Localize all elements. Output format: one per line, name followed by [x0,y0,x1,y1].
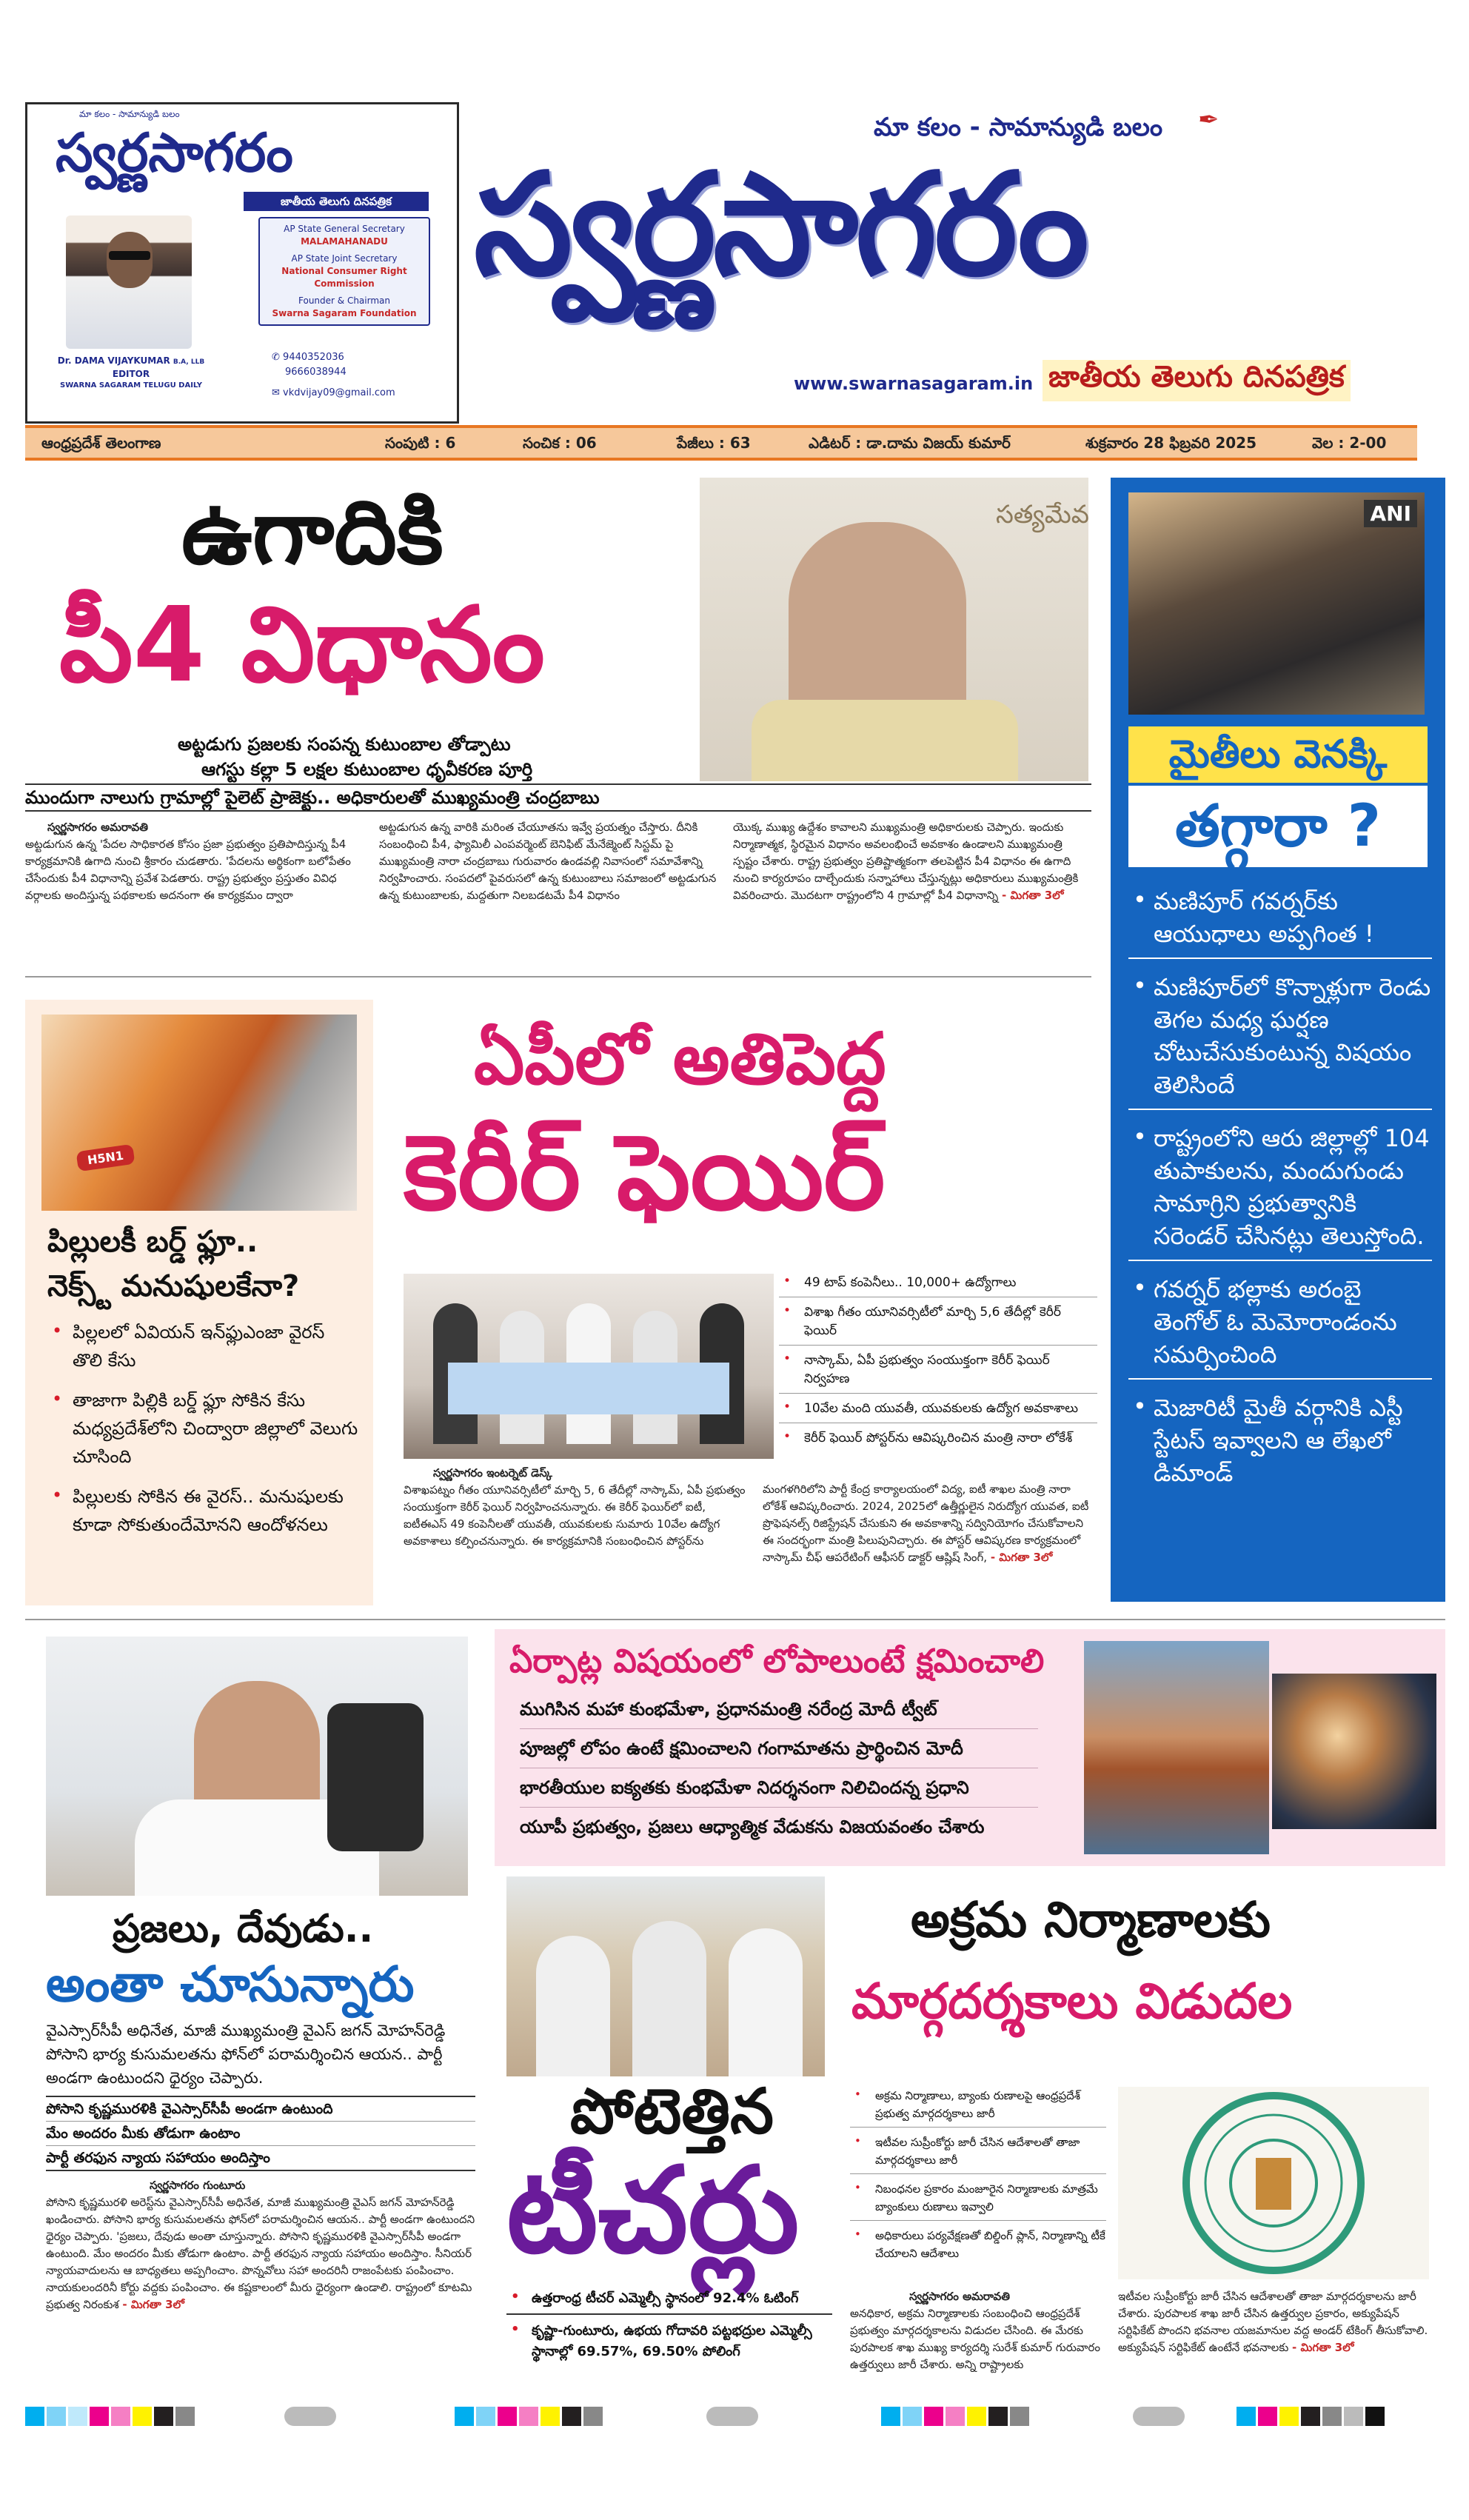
illegal-body: ఇటీవల సుప్రీంకోర్టు జారీ చేసిన ఆదేశాలతో తాజా మార్గదర్శకాలను జారీ చేశారు. పురపాలక శాఖ జారీ చేసిన ఉత్తర్వుల ప్రకారం, అక్యుపేషన్ సర్టిఫికేట్ పొందని భవనాల యజమానుల వద్ద అండర్ టేకింగ్ తీసుకోవాలి. అక్యుపేషన్ సర్టిఫికేట్ ఉంటేనే భవనాలకు [1118,2290,1428,2354]
jagan-intro: వైఎస్సార్‌సీపీ అధినేత, మాజీ ముఖ్యమంత్రి వైఎస్ జగన్ మోహన్‌రెడ్డి పోసాని భార్య కుసుమలతను ఫోన్‌లో పరామర్శించిన ఆయన.. పార్టీ అండగా ఉంటుందని ధైర్యం చెప్పారు. [46,2022,446,2087]
info-states: ఆంధ్రప్రదేశ్ తెలంగాణ [41,434,161,452]
jagan-photo [46,1637,468,1896]
p4-col-3 [733,819,1088,904]
ap-emblem [1118,2087,1429,2279]
info-price: వెల : 2-00 [1312,434,1387,452]
p4-continued-link[interactable]: - మిగతా 3లో [1002,889,1064,902]
p4-subhead: ఆగస్టు కల్లా 5 లక్షల కుటుంబాల ధృవీకరణ పూర్తి [201,759,533,780]
illegal-headline-2: మార్గదర్శకాలు విడుదల [851,1973,1293,2030]
role-line: Founder & Chairman [298,295,390,306]
manipur-headline-1: మైతీలు వెనక్కి [1128,726,1428,783]
jagan-body-col [46,2177,475,2313]
jagan-subs [46,2096,475,2171]
kumbh-line: యూపీ ప్రభుత్వం, ప్రజలు ఆధ్యాత్మిక వేడుకను విజయవంతం చేశారు [520,1817,985,1837]
birdflu-headline-1: పిల్లులకీ బర్డ్ ఫ్లూ.. [47,1225,258,1259]
teachers-bullet: • కృష్ణా-గుంటూరు, ఉభయ గోదావరి పట్టభద్రుల ఎమ్మెల్సీ స్థానాల్లో 69.57%, 69.50% పోలింగ్ [506,2321,832,2362]
jagan-sub: పోసాని కృష్ణమురళికి వైఎస్సార్‌సీపీ అండగా ఉంటుంది [46,2096,475,2122]
career-col-2 [763,1481,1096,1566]
modi-photo [1084,1641,1269,1854]
masthead-website: www.swarnasagaram.in [794,373,1034,394]
career-dateline: స్వర్ణసాగరం ఇంటర్నెట్ డెస్క్ [433,1466,552,1480]
manipur-bullet: • మెజారిటీ మైతీ వర్గానికి ఎస్టీ స్టేటస్ ఇవ్వాలని ఆ లేఖలో డిమాండ్ [1128,1391,1432,1489]
career-continued-link[interactable]: - మిగతా 3లో [990,1551,1053,1564]
cm-photo [700,478,1088,781]
info-issue: సంచిక : 06 [523,434,597,452]
manipur-bullet: • రాష్ట్రంలోని ఆరు జిల్లాల్లో 104 తుపాకులను, మందుగుండు సామాగ్రిని ప్రభుత్వానికి సరెండర్ చేసినట్లు తెలుస్తోంది. [1128,1122,1432,1261]
h5n1-label: H5N1 [76,1144,135,1172]
jagan-sub: మేం అందరం మీకు తోడుగా ఉంటాం [46,2122,475,2146]
illegal-dateline: స్వర్ణసాగరం అమరావతి [909,2290,1010,2303]
birdflu-bullet: • తాజాగా పిల్లికి బర్డ్ ఫ్లూ సోకిన కేసు మధ్యప్రదేశ్‌లోని చింద్వారా జిల్లాలో వెలుగు చూసింది [47,1386,358,1471]
info-pages: పేజీలు : 63 [677,434,751,452]
birdflu-photo [41,1015,357,1211]
manipur-sidebar [1111,478,1445,1602]
p4-subhead-wide: ముందుగా నాలుగు గ్రామాల్లో పైలెట్ ప్రాజెక్టు.. అధికారులతో ముఖ్యమంత్రి చంద్రబాబు [25,783,1091,812]
editor-portrait [66,215,192,349]
birdflu-box [25,1000,373,1605]
left-sub-label: జాతీయ తెలుగు దినపత్రిక [244,192,429,211]
teachers-headline-1: పోటెత్తిన [570,2075,774,2148]
p4-body: అట్టడుగున ఉన్న 'పేదల సాధికారత కోసం ప్రజా ప్రభుత్వం ప్రతిపాదిస్తున్న పీ4 కార్యక్రమానికి ఉగాది నుంచి శ్రీకారం చుడతారు. 'పేదలను అర్థికంగా బలోపేతం చేసేందుకు పీ4 విధానాన్ని ప్రవేశ పెడతారు. రాష్ట్ర ప్రభుత్వం ప్రస్తుతం వివిధ వర్గాలకు అందిస్తున్న పథకాలకు అదనంగా ఈ కార్యక్రమం ద్వారా [25,838,351,902]
editor-role: EDITOR [112,369,150,379]
role-line: MALAMAHANADU [301,236,388,247]
career-headline-1: ఏపీలో అతిపెద్ద [474,1017,886,1100]
kumbh-line: ముగిసిన మహా కుంభమేళా, ప్రధానమంత్రి నరేంద్ర మోదీ ట్వీట్ [520,1690,1038,1729]
left-tagline: మా కలం - సామాన్యుడి బలం [79,109,180,119]
info-editor: ఎడిటర్ : డా.దామ విజయ్ కుమార్ [809,434,1011,452]
jagan-body: పోసాని కృష్ణమురళి అరెస్ట్‌ను వైఎస్సార్‌సీపీ అధినేత, మాజీ ముఖ్యమంత్రి వైఎస్ జగన్ మోహన్‌రెడ్డి ఖండించారు. పోసాని భార్య కుసుమలతను ఫోన్‌లో పరామర్శించిన ఆయన.. పార్టీ అండగా ఉంటుందని ధైర్యం చెప్పారు. 'ప్రజలు, దేవుడు అంతా చూస్తున్నారు. పోసాని కృష్ణమురళికి వైఎస్సార్‌సీపీ అండగా ఉంటుంది. మేం అందరం మీకు తోడుగా ఉంటాం. పార్టీ తరఫున న్యాయ సహాయం అందిస్తాం. సీనియర్ న్యాయవాదులను ఆ బాధ్యతలు అప్పగించాం. పొన్నవోలు సహా అందరినీ రాజంపేటకు పంపించాం. నాయకులందరినీ కోర్టు వద్దకు పంపించాం. ఈ కష్టకాలంలో మీరు ధైర్యంగా ఉండాలి. రాష్ట్రంలో కూటమి ప్రభుత్వ నిరంకుశ [46,2196,475,2311]
career-bullet: • విశాఖ గీతం యూనివర్సిటీలో మార్చి 5,6 తేదీల్లో కెరీర్ ఫెయిర్ [779,1303,1097,1346]
email-icon: ✉ [272,387,280,398]
jagan-sub: పార్టీ తరఫున న్యాయ సహాయం అందిస్తాం [46,2146,475,2171]
p4-subheads [178,732,696,782]
kumbh-line: పూజల్లో లోపం ఉంటే క్షమించాలని గంగామాతను ప్రార్థించిన మోదీ [520,1729,1038,1768]
ani-tag: ANI [1364,500,1417,527]
jagan-continued-link[interactable]: - మిగతా 3లో [122,2298,184,2311]
role-line: National Consumer Right Commission [281,266,407,289]
jagan-dateline: స్వర్ణసాగరం గుంటూరు [150,2179,246,2192]
print-color-bar [881,2407,1031,2429]
print-registration-mark [706,2407,758,2426]
illegal-col-1 [850,2288,1109,2373]
print-color-bar [1237,2407,1387,2429]
career-bullet: • 49 టాప్ కంపెనీలు.. 10,000+ ఉద్యోగాలు [779,1274,1097,1297]
illegal-body: అనధికార, అక్రమ నిర్మాణాలకు సంబంధించి ఆంధ్రప్రదేశ్ ప్రభుత్వం మార్గదర్శకాలను విడుదల చేసింది. ఈ మేరకు పురపాలక శాఖ ముఖ్య కార్యదర్శి సురేశ్ కుమార్ గురువారం ఉత్తర్వులు జారీ చేశారు. అన్ని రాష్ట్రాలకు [850,2307,1101,2371]
illegal-bullets [850,2087,1106,2274]
role-line: Swarna Sagaram Foundation [272,308,417,318]
phone-number: 9440352036 [283,352,344,363]
role-line: AP State General Secretary [284,224,405,234]
manipur-bullet: • మణిపూర్‌లో కొన్నాళ్లుగా రెండు తెగల మధ్య ఘర్షణ చోటుచేసుకుంటున్న విషయం తెలిసిందే [1128,971,1432,1110]
teachers-bullets [506,2288,832,2374]
editor-caption [42,355,220,392]
career-bullet: • కెరీర్ ఫెయిర్ పోస్టర్‌ను ఆవిష్కరించిన మంత్రి నారా లోకేశ్ [779,1429,1097,1448]
editor-roles [258,217,430,326]
editor-email: vkdvijay09@gmail.com [283,387,395,398]
editor-paper-name: SWARNA SAGARAM TELUGU DAILY [60,381,202,390]
manipur-bullets [1128,885,1432,1501]
masthead-tagline: మా కలం - సామాన్యుడి బలం [874,113,1163,142]
illegal-headline-1: అక్రమ నిర్మాణాలకు [911,1891,1271,1948]
teachers-bullet: • ఉత్తరాంధ్ర టీచర్ ఎమ్మెల్సీ స్థానంలో 92.4% ఓటింగ్ [506,2288,832,2315]
illegal-bullet: • అక్రమ నిర్మాణాలు, బ్యాంకు రుణాలపై ఆంధ్రప్రదేశ్ ప్రభుత్వ మార్గదర్శకాలు జారీ [850,2087,1106,2128]
illegal-bullet: • అధికారులు పర్యవేక్షణతో బిల్డింగ్ ప్లాన్, నిర్మాణాన్ని టీకే చేయాలని ఆదేశాలు [850,2227,1106,2262]
masthead-title: స్వర్ణసాగరం [474,141,1086,307]
info-date: శుక్రవారం 28 ఫిబ్రవరి 2025 [1085,434,1257,452]
p4-headline-2: పీ4 విధానం [59,585,545,706]
career-photo [404,1274,774,1459]
info-bar [25,425,1417,461]
career-bullets [779,1274,1097,1460]
role-line: AP State Joint Secretary [291,253,398,264]
career-bullet: • నాస్కామ్, ఏపీ ప్రభుత్వం సంయుక్తంగా కెరీర్ ఫెయిర్ నిర్వహణ [779,1351,1097,1394]
p4-headline-1: ఉగాదికి [181,481,444,584]
birdflu-bullet: • పిల్లలలో ఏవియన్ ఇన్‌ఫ్లుఎంజా వైరస్ తొలి కేసు [47,1318,358,1374]
p4-body: యొక్క ముఖ్య ఉద్దేశం కావాలని ముఖ్యమంత్రి అధికారులకు చెప్పారు. ఇందుకు నిర్మాణాత్మక, స్థిరమైన విధానం అవలంభించే అవకాశం ఉండాలని ముఖ్యమంత్రి స్పష్టం చేశారు. రాష్ట్ర ప్రభుత్వం ప్రతిష్టాత్మకంగా తలపెట్టిన పీ4 విధానం ఈ ఉగాది నుంచి కార్యరూపం దాల్చేందుకు సన్నాహాలు చేస్తున్నట్లు అధికారులు ముఖ్యమంత్రికి వివరించారు. మొదటగా రాష్ట్రంలోని 4 గ్రామాల్లో పీ4 విధానాన్ని [733,820,1079,902]
illegal-bullet: • ఇటీవల సుప్రీంకోర్టు జారీ చేసిన ఆదేశాలతో తాజా మార్గదర్శకాలు జారీ [850,2133,1106,2174]
masthead-subtitle: జాతీయ తెలుగు దినపత్రిక [1043,360,1351,401]
manipur-headline-2: తగ్గారా ? [1128,786,1428,867]
p4-col-2: అట్టడుగున ఉన్న వారికి మరింత చేయూతను ఇవ్వే ప్రయత్నం చేస్తారు. దీనికి సంబంధించి పీ4, ఫ్యామిలీ ఎంపవర్మెంట్ బెనిఫిట్ మేనేజ్మెంట్ సిస్టమ్ పై ముఖ్యమంత్రి నారా చంద్రబాబు గురువారం ఉండవల్లి నివాసంలో సమావేశాన్ని నిర్వహించారు. సంపదలో పైవరుసలో ఉన్న కుటుంబాలు సమాజంలో అట్టడుగున ఉన్న కుటుంబాలకు, మద్దతుగా నిలబడటమే పీ4 విధానం [379,820,717,902]
teachers-photo [506,1876,825,2076]
divider [25,976,1091,977]
editor-name: Dr. DAMA VIJAYKUMAR [57,355,170,366]
kumbh-crowd-photo [1272,1674,1436,1829]
phone-number: 9666038944 [285,367,347,378]
kumbh-box [495,1629,1445,1866]
print-registration-mark [284,2407,336,2426]
emblem-watermark-text: సత్యమేవ [996,500,1089,529]
career-col-1 [404,1465,752,1550]
birdflu-bullet: • పిల్లులకు సోకిన ఈ వైరస్.. మనుషులకు కూడా సోకుతుందేమోనని ఆందోళనలు [47,1483,358,1539]
info-volume: సంపుటి : 6 [385,434,456,452]
kumbh-lines [520,1690,1038,1846]
kumbh-line: భారతీయుల ఐక్యతకు కుంభమేళా నిదర్శనంగా నిలిచిందన్న ప్రధాని [520,1768,1038,1808]
manipur-bullet: • గవర్నర్ భల్లాకు అరంబై తెంగోల్ ఓ మెమోరాండంను సమర్పించింది [1128,1273,1432,1380]
editor-advert-box [25,102,459,424]
print-color-bar [25,2407,197,2429]
print-registration-mark [1133,2407,1185,2426]
career-body: మంగళగిరిలోని పార్టీ కేంద్ర కార్యాలయంలో విద్య, ఐటీ శాఖల మంత్రి నారా లోకేశ్ ఆవిష్కరించారు. 2024, 2025లో ఉత్తీర్ణులైన నిరుద్యోగ యువత, ఐటీ ప్రొఫెషనల్స్ రిజిస్ట్రేషన్ చేసుకుని ఈ అవకాశాన్ని సద్వినియోగం చేసుకోవాలని ఈ సందర్భంగా మంత్రి పిలుపునిచ్చారు. ఈ పోస్టర్ ఆవిష్కరణ కార్యక్రమంలో నాస్కామ్ చీఫ్ ఆపరేటింగ్ ఆఫీసర్ డాక్టర్ ఆష్లిష్ సింగ్, [763,1483,1089,1564]
birdflu-bullets [47,1318,358,1551]
p4-dateline: స్వర్ణసాగరం అమరావతి [47,820,148,834]
illegal-continued-link[interactable]: - మిగతా 3లో [1292,2341,1354,2354]
editor-qualification: B.A, LLB [173,358,205,366]
kumbh-headline: ఏర్పాట్ల విషయంలో లోపాలుంటే క్షమించాలి [509,1642,1045,1680]
editor-contacts [272,350,395,401]
career-body: విశాఖపట్నం గీతం యూనివర్సిటీలో మార్చి 5, 6 తేదీల్లో నాస్కామ్, ఏపీ ప్రభుత్వం సంయుక్తంగా కెరీర్ ఫెయిర్ నిర్వహించనున్నారు. ఈ కెరీర్ ఫెయిర్‌లో ఐటీ, ఐటీఈఎస్ 49 కంపెనీలతో యువతీ, యువకులకు సుమారు 10వేల ఉద్యోగ అవకాశాలు కల్పించనున్నారు. ఈ కార్యక్రమానికి సంబంధించిన పోస్టర్‌ను [404,1483,746,1548]
illegal-col-2 [1118,2288,1429,2356]
jagan-headline-2: అంతా చూసున్నారు [46,1956,415,2013]
career-bullet: • 10వేల మంది యువతీ, యువకులకు ఉద్యోగ అవకాశాలు [779,1400,1097,1423]
manipur-bullet: • మణిపూర్ గవర్నర్‌కు ఆయుధాలు అప్పగింత ! [1128,885,1432,959]
illegal-bullet: • నిబంధనల ప్రకారం మంజూరైన నిర్మాణాలకు మాత్రమే బ్యాంకులు రుణాలు ఇవ్వాలి [850,2180,1106,2221]
p4-subhead: అట్టడుగు ప్రజలకు సంపన్న కుటుంబాల తోడ్పాటు [178,734,511,755]
pen-icon: ✒ [1198,105,1219,135]
ap-emblem-icon [1118,2087,1429,2279]
left-logo-text: స్వర్ణసాగరం [56,121,293,184]
birdflu-headline-2: నెక్స్ట్ మనుషులకేనా? [47,1269,300,1303]
career-headline-2: కెరీర్ ఫెయిర్ [404,1113,886,1234]
phone-icon: ✆ [272,352,280,363]
p4-col-1 [25,819,366,904]
jagan-headline-1: ప్రజలు, దేవుడు.. [113,1907,374,1951]
manipur-photo [1128,492,1425,715]
teachers-headline-2: టీచర్లు [506,2141,800,2279]
print-color-bar [455,2407,605,2429]
divider [25,1619,1445,1620]
